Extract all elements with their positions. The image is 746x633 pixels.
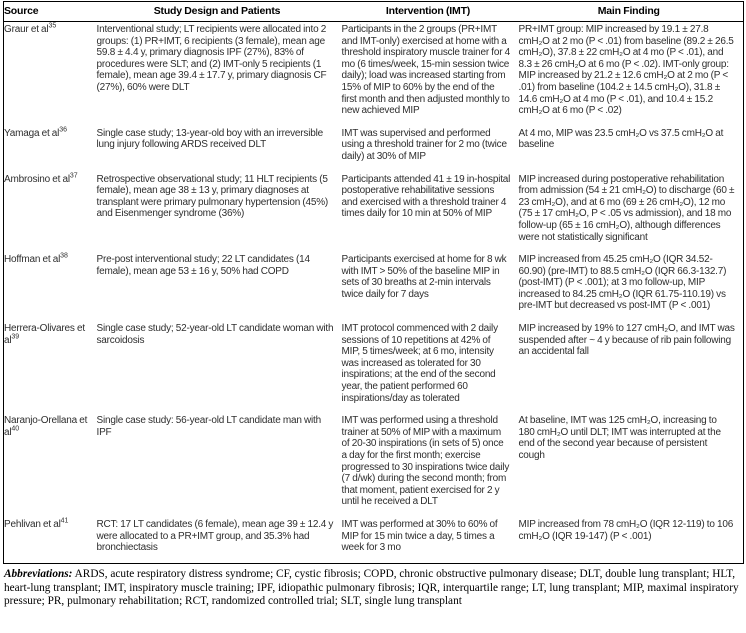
- source-cell: [4, 413, 97, 517]
- design-cell: RCT: 17 LT candidates (6 female), mean age 39 ± 12.4 y were allocated to a PR+IMT group, and 35.3% had bronchiectasis: [96, 518, 334, 554]
- study-author: Pehlivan et al: [4, 518, 61, 530]
- source-cell: [4, 126, 97, 172]
- citation-ref: 35: [48, 22, 57, 30]
- finding-cell: MIP increased by 19% to 127 cmH₂O, and IMT was suspended after ~ 4 y because of rib pain following an accidental fall: [518, 323, 735, 358]
- finding-cell: PR+IMT group: MIP increased by 19.1 ± 27.8 cmH₂O at 2 mo (P < .01) from baseline (89.2 ± 26.5 cmH₂O), 37.8 ± 22 cmH₂O at 4 mo (P < .01), and 8.3 ± 26 cmH₂O at 6 mo (P < .02). IMT-only group: MIP increased by 21.2 ± 12.6 cmH₂O at 2 mo (P < .01) from baseline (104.2 ± 14.5 cmH₂O), 31.8 ± 14.6 cmH₂O at 4 mo (P < .01), and 10.4 ± 15.2 cmH₂O at 6 mo (P < .02): [518, 24, 734, 117]
- study-author: Graur et al: [4, 24, 49, 35]
- study-table-figure: [3, 1, 743, 609]
- intervention-cell: Participants in the 2 groups (PR+IMT and IMT-only) exercised at home with a threshold inspiratory muscle trainer for 4 mo (6 times/week, 15-min session twice daily); load was increased starting from 15% of MIP to 60% by the end of the first month and then adjusted monthly to new achieved MIP: [341, 24, 511, 117]
- column-header-intervention: Intervention (IMT): [342, 2, 519, 22]
- header-row: [4, 2, 744, 22]
- abbreviations-label: Abbreviations:: [4, 567, 73, 580]
- design-cell: Single case study; 52-year-old LT candidate woman with sarcoidosis: [96, 323, 334, 346]
- design-cell: Single case study: 56-year-old LT candidate man with IPF: [96, 415, 321, 438]
- citation-ref: 37: [69, 172, 78, 180]
- design-cell: Interventional study; LT recipients were allocated into 2 groups: (1) PR+IMT, 6 recipients (3 female), mean age 59.8 ± 4.4 y, primary diagnosis IPF (27%), 83% of procedures were SLT; and (2) IMT-only 5 recipients (1 female), mean age 39.4 ± 17.7 y, primary diagnosis CF (27%), 60% were DLT: [96, 24, 327, 93]
- abbreviations-text: ARDS, acute respiratory distress syndrome; CF, cystic fibrosis; COPD, chronic obstructive pulmonary disease; DLT, double lung transplant; HLT, heart-lung transplant; IMT, inspiratory muscle training; IPF, idiopathic pulmonary fibrosis; IQR, interquartile range; LT, lung transplant; MIP, maximal inspiratory pressure; PR, pulmonary rehabilitation; RCT, randomized controlled trial; SLT, single lung transplant: [4, 567, 739, 608]
- source-cell: [4, 517, 97, 563]
- table-row: [4, 22, 744, 126]
- study-author: Herrera-Olivares et al: [4, 323, 85, 346]
- column-header-design: Study Design and Patients: [97, 2, 342, 22]
- studies-table: [3, 1, 744, 564]
- design-cell: Single case study; 13-year-old boy with an irreversible lung injury following ARDS received DLT: [96, 127, 323, 151]
- table-row: [4, 517, 744, 563]
- intervention-cell: IMT was supervised and performed using a threshold trainer for 2 mo (twice daily) at 30% of MIP: [341, 127, 507, 162]
- citation-ref: 40: [11, 425, 20, 433]
- source-cell: [4, 22, 97, 126]
- intervention-cell: Participants attended 41 ± 19 in-hospital postoperative rehabilitative sessions and exercised with a threshold trainer 4 times daily for 10 min at 50% of MIP: [341, 173, 511, 220]
- table-row: [4, 172, 744, 253]
- source-cell: [4, 321, 97, 413]
- citation-ref: 36: [59, 126, 67, 134]
- design-cell: Retrospective observational study; 11 HLT recipients (5 female), mean age 38 ± 13 y, primary diagnoses at transplant were primary pulmonary hypertension (45%) and Eisenmenger syndrome (36%): [96, 173, 329, 220]
- finding-cell: MIP increased from 45.25 cmH₂O (IQR 34.52-60.90) (pre-IMT) to 88.5 cmH₂O (IQR 66.3-132.7) (post-IMT) (P < .001); at 3 mo follow-up, MIP increased to 84.25 cmH₂O (IQR 61.75-110.19) vs pre-IMT but decreased vs post-IMT (P < .001): [518, 254, 727, 312]
- intervention-cell: IMT was performed using a threshold trainer at 50% of MIP with a maximum of 20-30 inspirations (in sets of 5) once a day for the first month; exercise progressed to 30 inspirations twice daily (7 d/wk) during the second month; from that moment, patient exercised for 2 y until he received a DLT: [341, 415, 510, 508]
- table-row: [4, 321, 744, 413]
- table-row: [4, 126, 744, 172]
- study-author: Yamaga et al: [4, 127, 60, 139]
- citation-ref: 41: [60, 517, 69, 525]
- source-cell: [4, 172, 97, 253]
- citation-ref: 38: [60, 252, 68, 260]
- column-header-source: Source: [4, 2, 97, 22]
- intervention-cell: Participants exercised at home for 8 wk with IMT > 50% of the baseline MIP in sets of 30 breaths at 2-min intervals twice daily for 7 days: [341, 254, 507, 300]
- study-author: Ambrosino et al: [4, 173, 70, 185]
- source-cell: [4, 252, 97, 321]
- abbreviations-footnote: [4, 568, 742, 609]
- table-row: [4, 413, 744, 517]
- table-row: [4, 252, 744, 321]
- finding-cell: At baseline, IMT was 125 cmH₂O, increasing to 180 cmH₂O until DLT; IMT was interrupted at the end of the second year because of persistent cough: [518, 415, 721, 461]
- finding-cell: MIP increased during postoperative rehabilitation from admission (54 ± 21 cmH₂O) to discharge (60 ± 23 cmH₂O), and at 6 mo (69 ± 26 cmH₂O), 12 mo (75 ± 17 cmH₂O, P < .05 vs admission), and 18 mo follow-up (65 ± 16 cmH₂O), although differences were not statistically significant: [518, 173, 735, 243]
- study-author: Naranjo-Orellana et al: [4, 415, 88, 438]
- column-header-finding: Main Finding: [519, 2, 744, 22]
- study-author: Hoffman et al: [4, 254, 61, 266]
- design-cell: Pre-post interventional study; 22 LT candidates (14 female), mean age 53 ± 16 y, 50% had COPD: [96, 254, 310, 277]
- intervention-cell: IMT was performed at 30% to 60% of MIP for 15 min twice a day, 5 times a week for 3 mo: [341, 518, 498, 554]
- finding-cell: At 4 mo, MIP was 23.5 cmH₂O vs 37.5 cmH₂O at baseline: [518, 127, 724, 151]
- finding-cell: MIP increased from 78 cmH₂O (IQR 12-119) to 106 cmH₂O (IQR 19-147) (P < .001): [518, 518, 734, 542]
- intervention-cell: IMT protocol commenced with 2 daily sessions of 10 repetitions at 42% of MIP, 5 times/week; at 6 mo, intensity was increased as tolerated for 30 inspirations; at the end of the second year, the patient performed 60 inspirations/day as tolerated: [341, 323, 498, 404]
- citation-ref: 39: [11, 333, 20, 341]
